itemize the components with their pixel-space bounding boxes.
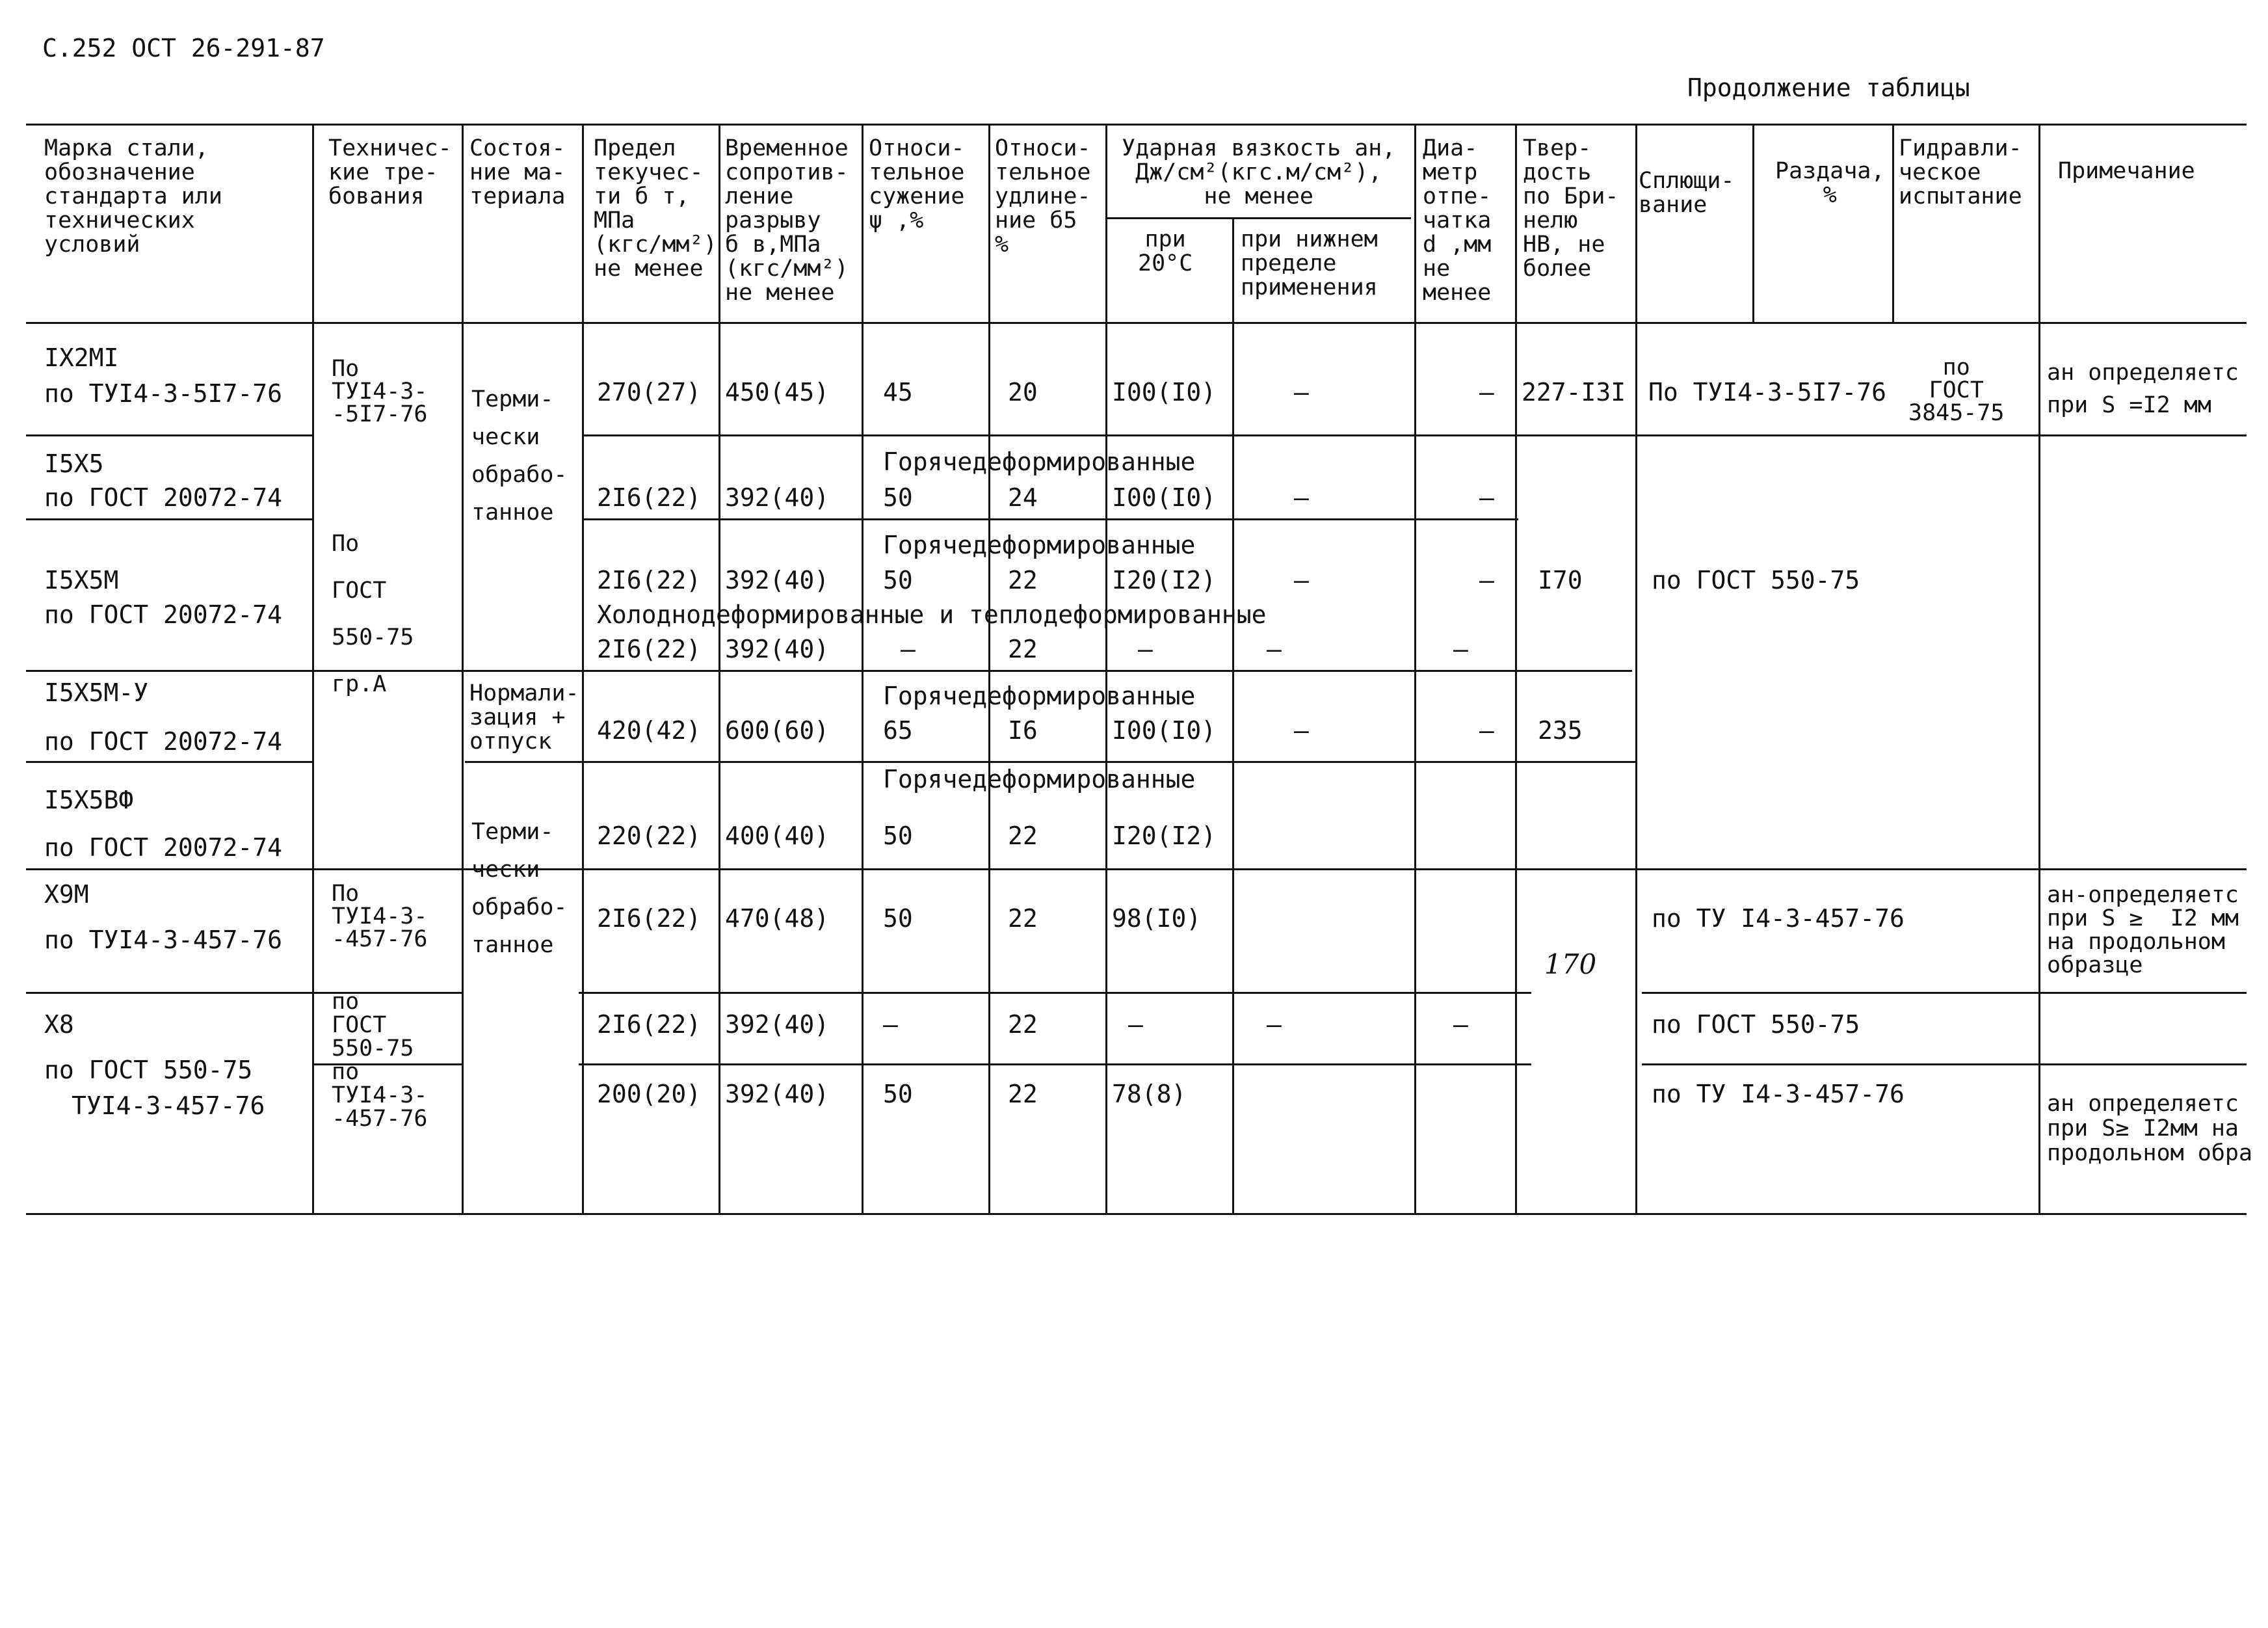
tensile-i5x5m-u: 600(60) [725, 716, 830, 745]
psi-x8-2: 50 [883, 1080, 913, 1108]
tech-ix2mi: По ТУI4-3- -5I7-76 [332, 356, 428, 427]
psi-x9m: 50 [883, 904, 913, 933]
tech-gost-550: По ГОСТ 550-75 гр.А [332, 531, 414, 697]
header-hydro: Гидравли- ческое испытание [1899, 135, 2022, 209]
grade-x9m: X9M [44, 880, 89, 909]
psi-x8-1: – [883, 1010, 898, 1039]
note-x8: ан определяетс при S≥ I2мм на продольном обра [2047, 1091, 2253, 1166]
anlow-i5x5m-u: – [1294, 716, 1309, 745]
flat-gost-550: по ГОСТ 550-75 [1652, 566, 1860, 594]
an20-i5x5m-u: I00(I0) [1112, 716, 1217, 745]
header-note: Примечание [2058, 158, 2195, 184]
d-i5x5m-1: – [1479, 566, 1494, 594]
header-elongation: Относи- тельное удлине- ние б5 % [995, 135, 1091, 258]
yield-i5x5vf: 220(22) [597, 821, 702, 850]
header-tech-req: Техничес- кие тре- бования [328, 135, 452, 209]
hb-i5x5m-u: 235 [1538, 716, 1583, 745]
psi-ix2mi: 45 [883, 378, 913, 407]
state-thermo-2: Терми- чески обрабо- танное [471, 819, 568, 958]
tensile-x9m: 470(48) [725, 904, 830, 933]
span-i5x5m-hot: Горячедеформированные [883, 531, 1196, 559]
flat-gost-550-2: по ГОСТ 550-75 [1652, 1010, 1860, 1039]
grade-i5x5: I5X5 [44, 449, 104, 478]
std-x9m: по ТУI4-3-457-76 [44, 926, 283, 954]
hb-i5x5m: I70 [1538, 566, 1583, 594]
continuation-label: Продолжение таблицы [1687, 73, 1970, 102]
grade-i5x5vf: I5X5ВФ [44, 786, 134, 814]
tensile-i5x5vf: 400(40) [725, 821, 830, 850]
std-x8-1: по ГОСТ 550-75 [44, 1056, 253, 1084]
hb-handwritten-170: 170 [1544, 948, 1597, 980]
header-impact-low: при нижнем пределе применения [1241, 226, 1378, 300]
psi-i5x5vf: 50 [883, 821, 913, 850]
span-i5x5m-cold: Холоднодеформированные и теплодеформированные [597, 600, 1267, 629]
span-i5x5vf: Горячедеформированные [883, 765, 1196, 794]
header-grade: Марка стали, обозначение стандарта или технических условий [44, 135, 222, 258]
yield-ix2mi: 270(27) [597, 378, 702, 407]
d-x8-1: – [1453, 1010, 1468, 1039]
delta-i5x5m-u: I6 [1008, 716, 1038, 745]
anlow-x8-1: – [1267, 1010, 1282, 1039]
yield-i5x5m-u: 420(42) [597, 716, 702, 745]
anlow-i5x5m-1: – [1294, 566, 1309, 594]
tensile-x8-2: 392(40) [725, 1080, 830, 1108]
tech-x8-gost: по ГОСТ 550-75 [332, 989, 414, 1061]
header-impact-20: при 20°C [1138, 226, 1193, 276]
d-i5x5: – [1479, 483, 1494, 512]
delta-i5x5: 24 [1008, 483, 1038, 512]
tensile-x8-1: 392(40) [725, 1010, 830, 1039]
an20-x8-1: – [1128, 1010, 1143, 1039]
header-state: Состоя- ние ма- териала [469, 135, 566, 209]
an20-x8-2: 78(8) [1112, 1080, 1187, 1108]
flat-tu-457-1: по ТУ I4-3-457-76 [1652, 904, 1905, 933]
tech-x8-tu: по ТУI4-3- -457-76 [332, 1059, 428, 1132]
an20-i5x5: I00(I0) [1112, 483, 1217, 512]
header-hardness: Твер- дость по Бри- нелю НВ, не более [1523, 135, 1619, 282]
an20-i5x5m-1: I20(I2) [1112, 566, 1217, 594]
delta-x9m: 22 [1008, 904, 1038, 933]
header-diameter: Диа- метр отпе- чатка d ,мм не менее [1423, 135, 1492, 306]
tensile-i5x5: 392(40) [725, 483, 830, 512]
psi-i5x5: 50 [883, 483, 913, 512]
header-flattening: Сплющи- вание [1639, 168, 1735, 218]
note-ix2mi: ан определяетс при S =I2 мм [2047, 360, 2239, 418]
span-i5x5: Горячедеформированные [883, 447, 1196, 476]
yield-i5x5: 2I6(22) [597, 483, 702, 512]
yield-i5x5m-1: 2I6(22) [597, 566, 702, 594]
delta-x8-2: 22 [1008, 1080, 1038, 1108]
header-expansion: Раздача, % [1775, 158, 1885, 208]
std-ix2mi: по ТУI4-3-5I7-76 [44, 379, 283, 408]
std-i5x5m-u: по ГОСТ 20072-74 [44, 727, 283, 756]
std-i5x5: по ГОСТ 20072-74 [44, 483, 283, 512]
delta-x8-1: 22 [1008, 1010, 1038, 1039]
an20-i5x5vf: I20(I2) [1112, 821, 1217, 850]
header-yield: Предел текучес- ти б т, МПа (кгс/мм²) не менее [594, 135, 717, 282]
grade-i5x5m-u: I5X5M-У [44, 678, 149, 707]
grade-x8: X8 [44, 1010, 74, 1039]
psi-i5x5m-u: 65 [883, 716, 913, 745]
state-normalized: Нормали- зация + отпуск [469, 680, 579, 754]
hydro-ix2mi: по ГОСТ 3845-75 [1908, 354, 2005, 426]
delta-ix2mi: 20 [1008, 378, 1038, 407]
yield-x9m: 2I6(22) [597, 904, 702, 933]
anlow-i5x5: – [1294, 483, 1309, 512]
flat-tu-457-2: по ТУ I4-3-457-76 [1652, 1080, 1905, 1108]
anlow-i5x5m-2: – [1267, 635, 1282, 663]
grade-i5x5m: I5X5M [44, 566, 119, 594]
std-x8-2: ТУI4-3-457-76 [72, 1091, 265, 1120]
hb-ix2mi: 227-I3I [1522, 378, 1626, 407]
tensile-ix2mi: 450(45) [725, 378, 830, 407]
tech-x9m: По ТУI4-3- -457-76 [332, 881, 428, 952]
d-i5x5m-u: – [1479, 716, 1494, 745]
d-i5x5m-2: – [1453, 635, 1468, 663]
grade-ix2mi: IX2MI [44, 343, 119, 372]
d-ix2mi: – [1479, 378, 1494, 407]
flat-ix2mi: По ТУI4-3-5I7-76 [1648, 378, 1887, 407]
state-thermo-1: Терми- чески обрабо- танное [471, 386, 568, 526]
anlow-ix2mi: – [1294, 378, 1309, 407]
tensile-i5x5m-2: 392(40) [725, 635, 830, 663]
yield-i5x5m-2: 2I6(22) [597, 635, 702, 663]
std-i5x5vf: по ГОСТ 20072-74 [44, 833, 283, 862]
page-header: С.252 ОСТ 26-291-87 [42, 34, 325, 62]
psi-i5x5m-2: – [901, 635, 916, 663]
delta-i5x5vf: 22 [1008, 821, 1038, 850]
span-i5x5m-u: Горячедеформированные [883, 682, 1196, 710]
an20-ix2mi: I00(I0) [1112, 378, 1217, 407]
yield-x8-2: 200(20) [597, 1080, 702, 1108]
an20-x9m: 98(I0) [1112, 904, 1202, 933]
delta-i5x5m-1: 22 [1008, 566, 1038, 594]
header-reduction: Относи- тельное сужение ψ ,% [869, 135, 965, 234]
psi-i5x5m-1: 50 [883, 566, 913, 594]
delta-i5x5m-2: 22 [1008, 635, 1038, 663]
header-impact: Ударная вязкость aн, Дж/см²(кгс.м/см²), не менее [1122, 135, 1396, 209]
tensile-i5x5m-1: 392(40) [725, 566, 830, 594]
header-tensile: Временное сопротив- ление разрыву б в,МПа (кгс/мм²) не менее [725, 135, 849, 306]
an20-i5x5m-2: – [1138, 635, 1153, 663]
note-x9m: ан-определяетс при S ≥ I2 мм на продольном образце [2047, 882, 2239, 978]
yield-x8-1: 2I6(22) [597, 1010, 702, 1039]
std-i5x5m: по ГОСТ 20072-74 [44, 600, 283, 629]
